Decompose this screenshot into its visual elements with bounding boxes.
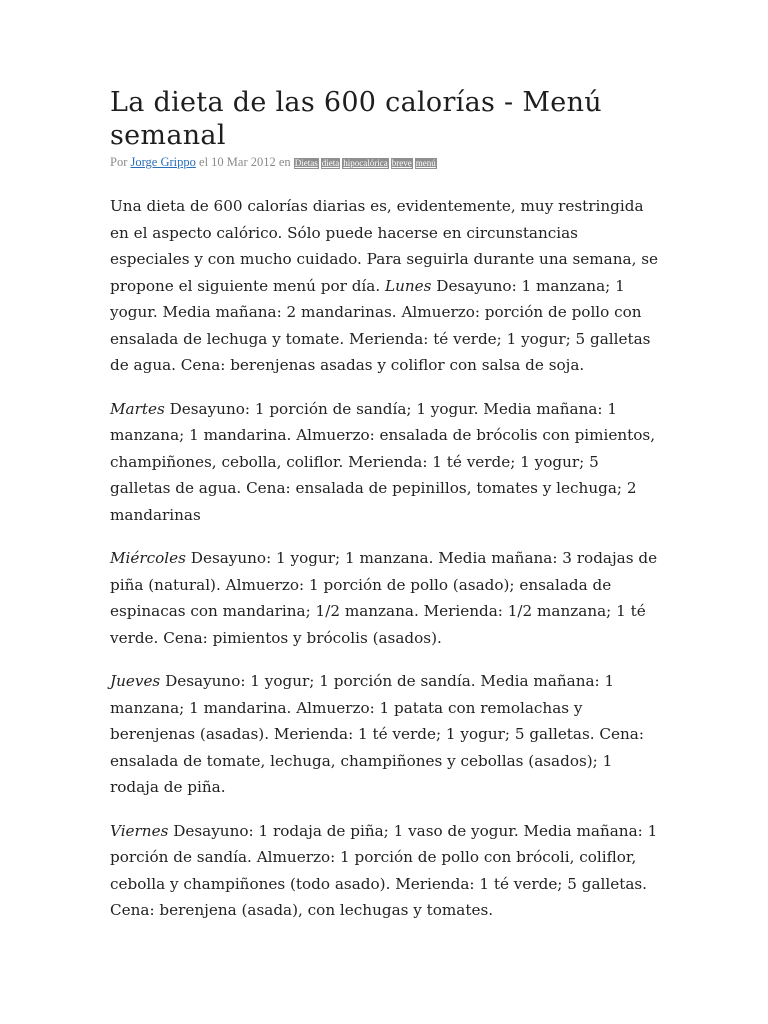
day-label-miercoles: Miércoles (110, 549, 186, 567)
menu-lunes: Desayuno: 1 manzana; 1 yogur. Media mañana: 2 mandarinas. Almuerzo: porción de pollo con ensalada de lechuga y tomate. Merienda: té verde; 1 yogur; 5 galletas de agua. Cena: berenjenas asadas y coliflor con salsa de soja. (110, 276, 651, 374)
menu-martes: Desayuno: 1 porción de sandía; 1 yogur. Media mañana: 1 manzana; 1 mandarina. Almuerzo: ensalada de brócolis con pimientos, champiñones, cebolla, coliflor. Merienda: 1 té verde; 1 yogur; 5 galletas de agua. Cena: ensalada de pepinillos, tomates y lechuga; 2 mandarinas (110, 399, 656, 524)
day-paragraph-jueves (110, 668, 660, 801)
day-label-jueves: Jueves (110, 672, 161, 690)
intro-paragraph (110, 193, 660, 379)
article-title: La dieta de las 600 calorías - Menú semanal (110, 87, 602, 151)
byline-date: el 10 Mar 2012 en (199, 155, 291, 169)
tag-menu[interactable]: menú (415, 158, 436, 168)
day-paragraph-martes (110, 396, 660, 529)
day-paragraph-viernes (110, 818, 660, 924)
day-paragraph-miercoles (110, 545, 660, 651)
menu-viernes: Desayuno: 1 rodaja de piña; 1 vaso de yogur. Media mañana: 1 porción de sandía. Almuerzo: 1 porción de pollo con brócoli, coliflor, cebolla y champiñones (todo asado). Merienda: 1 té verde; 5 galletas. Cena: berenjena (asada), con lechugas y tomates. (110, 821, 658, 919)
intro-text: Una dieta de 600 calorías diarias es, evidentemente, muy restringida en el aspecto calórico. Sólo puede hacerse en circunstancias especiales y con mucho cuidado. Para seguirla durante una semana, se propone el siguiente menú por día. (110, 197, 659, 295)
tag-hipocalorica[interactable]: hipocalórica (343, 158, 388, 168)
menu-miercoles: Desayuno: 1 yogur; 1 manzana. Media mañana: 3 rodajas de piña (natural). Almuerzo: 1 porción de pollo (asado); ensalada de espinacas con mandarina; 1/2 manzana. Merienda: 1/2 manzana; 1 té verde. Cena: pimientos y brócolis (asados). (110, 549, 658, 647)
day-label-martes: Martes (110, 399, 165, 418)
article-body (110, 193, 660, 941)
author-link[interactable]: Jorge Grippo (130, 155, 196, 169)
day-label-lunes: Lunes (385, 276, 432, 295)
day-label-viernes: Viernes (110, 821, 169, 840)
tag-dietas[interactable]: Dietas (294, 158, 318, 168)
tag-breve[interactable]: breve (391, 158, 412, 168)
menu-jueves: Desayuno: 1 yogur; 1 porción de sandía. Media mañana: 1 manzana; 1 mandarina. Almuerzo: 1 patata con remolachas y berenjenas (asadas). Merienda: 1 té verde; 1 yogur; 5 galletas. Cena: ensalada de tomate, lechuga, champiñones y cebollas (asados); 1 rodaja de piña. (110, 672, 644, 796)
byline-prefix: Por (110, 155, 128, 169)
byline (110, 155, 439, 170)
tag-dieta[interactable]: dieta (321, 158, 340, 168)
